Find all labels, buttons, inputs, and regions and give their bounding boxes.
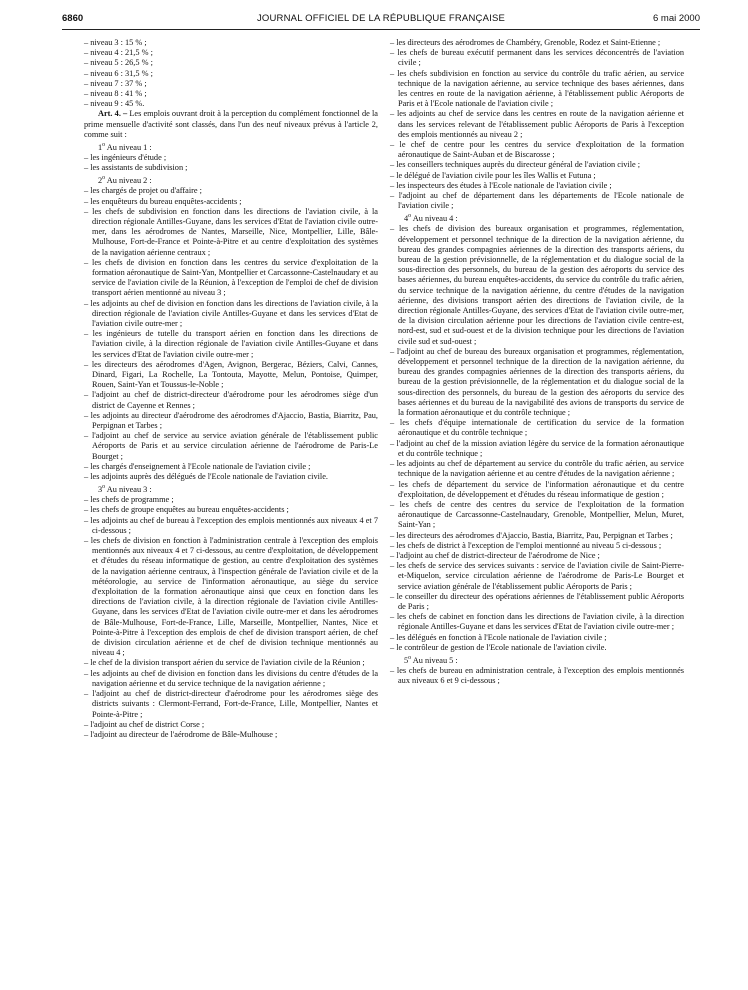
list-item: – le contrôleur de gestion de l'Ecole nationale de l'aviation civile.: [390, 642, 607, 652]
list-item: – les chefs de district à l'exception de l'emploi mentionné au niveau 5 ci-dessous ;: [390, 540, 662, 550]
level-heading: 3$^o$ Au niveau 3 :: [98, 484, 152, 495]
list-item: – les chefs de cabinet en fonction dans les directions de l'aviation civile, à la direction régionale Antilles-Guyane et dans les services d'Etat de l'aviation civile outre-mer ;: [390, 612, 684, 632]
page-header: [62, 12, 700, 26]
list-item: – niveau 3 : 15 % ;: [84, 38, 147, 47]
level-heading: 1$^o$ Au niveau 1 :: [98, 142, 152, 152]
list-item: – le conseiller du directeur des opérations aériennes de l'établissement public Aéroports de Paris ;: [390, 591, 684, 611]
list-item: – les chefs de groupe enquêtes au bureau enquêtes-accidents ;: [84, 505, 289, 515]
list-item: – l'adjoint au chef de district-directeur d'aérodrome pour les aérodromes siège des districts suivants : Clermont-Ferrand, Fort-de-France, Lille, Montpellier, Nantes et Pointe-à-Pitre ;: [84, 689, 378, 719]
list-item: – niveau 8 : 41 % ;: [84, 89, 147, 99]
list-item: – les chargés d'enseignement à l'Ecole nationale de l'aviation civile ;: [84, 461, 311, 471]
list-item: – les chefs de bureau en administration centrale, à l'exception des emplois mentionnés aux niveaux 6 et 9 ci-dessous ;: [390, 665, 684, 686]
list-item: – les ingénieurs d'étude ;: [84, 153, 167, 162]
list-item: – les assistants de subdivision ;: [84, 163, 188, 173]
list-item: – l'adjoint au chef de bureau des bureaux organisation et programmes, réglementation, développement et personnel technique de la direction de la navigation aérienne, du bureau des grandes compagnies aériennes de la direction des transports aériens, du bureau de la gestion prévisionnelle, de la réglementation et du dialogue social de la sous-direction des personnels, du bureau de la gestion des aéroports du service des bases aériennes et du bureau de la navigabilité des avions de transports du service de la formation aéronautique et du contrôle technique ;: [390, 346, 684, 418]
list-item: – les délégués en fonction à l'Ecole nationale de l'aviation civile ;: [390, 632, 607, 642]
list-item: – les chargés de projet ou d'affaire ;: [84, 186, 202, 196]
list-item: – les chefs de service des services suivants : service de l'aviation civile de Saint-Pierre-et-Miquelon, service circulation aérienne de l'aérodrome de Paris-Le Bourget et service aviation générale de l'établissement public Aéroports de Paris ;: [390, 561, 684, 591]
level-heading: 4$^o$ Au niveau 4 :: [404, 213, 458, 224]
list-item: – les directeurs des aérodromes d'Agen, Avignon, Bergerac, Béziers, Calvi, Cannes, Dinard, Figari, La Rochelle, La Tontouta, Mayotte, Melun, Pontoise, Quimper, Rouen, Saint-Yan et Toussus-le-Noble ;: [84, 359, 378, 390]
list-item: – les adjoints au chef de département au service du contrôle du trafic aérien, au service technique de la navigation aérienne et au centre d'études de la navigation aérienne ;: [390, 459, 684, 479]
list-item: – les conseillers techniques auprès du directeur général de l'aviation civile ;: [390, 160, 641, 170]
list-item: – les inspecteurs des études à l'Ecole nationale de l'aviation civile ;: [390, 180, 612, 190]
list-item: – les adjoints au chef de division en fonction dans les divisions du centre d'études de la navigation aérienne et du service technique de la navigation aérienne ;: [84, 668, 378, 688]
list-item: – niveau 7 : 37 % ;: [84, 78, 147, 88]
list-item: – l'adjoint au chef de service au service aviation générale de l'établissement public Aéroports de Paris et au service circulation aérienne de l'aérodrome de Paris-Le Bourget ;: [84, 431, 378, 461]
list-item: – les chefs d'équipe internationale de certification du service de la formation aéronautique et du contrôle technique ;: [390, 418, 684, 438]
list-item: – niveau 4 : 21,5 % ;: [84, 48, 153, 58]
list-item: – niveau 9 : 45 %.: [84, 99, 145, 109]
list-item: – les ingénieurs de tutelle du transport aérien en fonction dans les directions de l'aviation civile, à la direction régionale de l'aviation civile Antilles-Guyane et dans les services d'Etat de l'aviation civile outre-mer ;: [84, 329, 378, 359]
list-item: – le chef de centre pour les centres du service d'exploitation de la formation aéronautique de Saint-Auban et de Biscarosse ;: [390, 140, 684, 160]
left-column: [84, 38, 378, 740]
list-item: – les chefs de programme ;: [84, 495, 174, 505]
list-item: – l'adjoint au chef de district-directeur de l'aérodrome de Nice ;: [390, 550, 600, 560]
list-item: – l'adjoint au chef de département dans les départements de l'Ecole nationale de l'aviation civile ;: [390, 191, 684, 211]
list-item: – l'adjoint au directeur de l'aérodrome de Bâle-Mulhouse ;: [84, 729, 278, 739]
page-number: 6860: [62, 13, 84, 24]
list-item: – l'adjoint au chef de la mission aviation légère du service de la formation aéronautique et du contrôle technique ;: [390, 438, 684, 458]
list-item: – les directeurs des aérodromes d'Ajaccio, Bastia, Biarritz, Pau, Perpignan et Tarbes ;: [390, 530, 673, 540]
list-item: – les chefs de division en fonction à l'administration centrale à l'exception des emplois mentionnés aux niveaux 4 et 7 ci-dessous, au centre d'exploitation, de développement et d'études du réseau informatique de gestion, au centre d'exploitation des systèmes de la navigation aérienne centraux, à l'inspection générale de l'aviation civile et de la météorologie, au service de l'information aéronautique, au siège du service d'exploitation de la formation aéronautique ainsi que ceux en fonction dans les directions de l'aviation civile, à la direction régionale de l'aviation civile Antilles-Guyane, dans les services d'Etat de l'aviation civile outre-mer et dans les aérodromes de Bâle-Mulhouse, Fort-de-France, Lille, Marseille, Montpellier, Nantes, Nice et Pointe-à-Pitre à l'exception des emplois de chef de division transport aérien, de chef de division circulation aérienne et de chef de division technique mentionnés au niveau 4 ;: [84, 536, 378, 658]
list-item: – les chefs de division en fonction dans les centres du service d'exploitation de la formation aéronautique de Saint-Yan, Montpellier et Carcassonne-Castelnaudary et au service de l'aviation civile de la Réunion, à l'exception de l'emploi de chef de division transport aérien mentionné au niveau 3 ;: [84, 257, 379, 298]
list-item: – niveau 6 : 31,5 % ;: [84, 68, 153, 78]
list-item: – les enquêteurs du bureau enquêtes-accidents ;: [84, 196, 242, 206]
list-item: – les chefs de subdivision en fonction dans les directions de l'aviation civile, à la direction régionale Antilles-Guyane, dans les services d'Etat de l'aviation civile outre-mer, dans les aérodromes de Nantes, Marseille, Nice, Montpellier, Lille, Bâle-Mulhouse, Fort-de-France et Pointe-à-Pitre et au centre d'exploitation des systèmes de la navigation aérienne centraux ;: [84, 206, 378, 257]
list-item: – le délégué de l'aviation civile pour les îles Wallis et Futuna ;: [390, 170, 596, 180]
list-item: – les chefs de centre des centres du service de l'exploitation de la formation aéronautique de Carcassonne-Castelnaudary, Grenoble, Montpellier, Melun, Muret, Saint-Yan ;: [390, 499, 684, 530]
list-item: – l'adjoint au chef de district Corse ;: [84, 719, 205, 729]
issue-date: 6 mai 2000: [652, 13, 700, 24]
list-item: – le chef de la division transport aérien du service de l'aviation civile de la Réunion ;: [84, 658, 365, 668]
list-item: – les adjoints au directeur d'aérodrome des aérodromes d'Ajaccio, Bastia, Biarritz, Pau, Perpignan et Tarbes ;: [84, 410, 378, 431]
article-label: Art. 4. –: [98, 109, 128, 119]
list-item: – niveau 5 : 26,5 % ;: [84, 58, 153, 68]
list-item: – les directeurs des aérodromes de Chambéry, Grenoble, Rodez et Saint-Etienne ;: [390, 38, 661, 47]
list-item: – les chefs de département du service de l'information aéronautique et du centre d'exploitation, de développement et d'études du réseau informatique de gestion ;: [390, 479, 684, 499]
header-rule: [62, 29, 700, 30]
journal-title: JOURNAL OFFICIEL DE LA RÉPUBLIQUE FRANÇAISE: [256, 13, 506, 24]
list-item: – les adjoints au chef de division en fonction dans les directions de l'aviation civile, à la direction régionale de l'aviation civile Antilles-Guyane et dans les services d'Etat de l'aviation civile outre-mer ;: [84, 298, 378, 329]
article-text: Les emplois ouvrant droit à la perception du complément fonctionnel de la prime mensuelle d'activité sont classés, dans l'un des neuf niveaux prévus à l'article 2, comme suit :: [84, 109, 378, 139]
list-item: – les adjoints au chef de service dans les centres en route de la navigation aérienne et dans les services relevant de l'établissement public Aéroports de Paris à l'exception des emplois mentionnés au niveau 2 ;: [390, 109, 684, 139]
level-heading: 2$^o$ Au niveau 2 :: [98, 175, 152, 186]
list-item: – les chefs de division des bureaux organisation et programmes, réglementation, développement et personnel technique de la direction de la navigation aérienne, du bureau des grandes compagnies aériennes de la direction des transports aériens, du bureau de la gestion prévisionnelle, de la réglementation et du dialogue social de la sous-direction des personnels, du bureau de la gestion des aéroports du service des bases aériennes, du bureau enquêtes-accidents, du service du contrôle du trafic aérien, du service technique de la navigation aérienne, du centre d'études de la navigation aérienne, des divisions transport aérien des directions de l'aviation civile, de la direction régionale Antilles-Guyane, des services d'Etat de l'aviation civile outre-mer, de la division circulation aérienne pour les directions de l'aviation civile centre-est, nord-est, sud et sud-ouest et de la division technique pour les directions de l'aviation civile sud et sud-ouest ;: [390, 224, 684, 346]
level-heading: 5$^o$ Au niveau 5 :: [404, 654, 458, 665]
list-item: – l'adjoint au chef de district-directeur d'aérodrome pour les aérodromes siège d'un district de Cayenne et Rennes ;: [84, 390, 378, 410]
list-item: – les adjoints auprès des délégués de l'Ecole nationale de l'aviation civile.: [84, 472, 328, 482]
list-item: – les chefs de bureau exécutif permanent dans les services déconcentrés de l'aviation civile ;: [390, 48, 684, 68]
article-paragraph: [84, 109, 378, 140]
list-item: – les adjoints au chef de bureau à l'exception des emplois mentionnés aux niveaux 4 et 7 ci-dessous ;: [84, 515, 378, 535]
list-item: – les chefs subdivision en fonction au service du contrôle du trafic aérien, au service technique de la navigation aérienne, au service technique des bases aériennes, dans les centres en route de la navigation aérienne, à l'établissement public Aéroports de Paris et à l'Ecole nationale de l'aviation civile ;: [390, 68, 684, 109]
right-column: [390, 38, 684, 686]
